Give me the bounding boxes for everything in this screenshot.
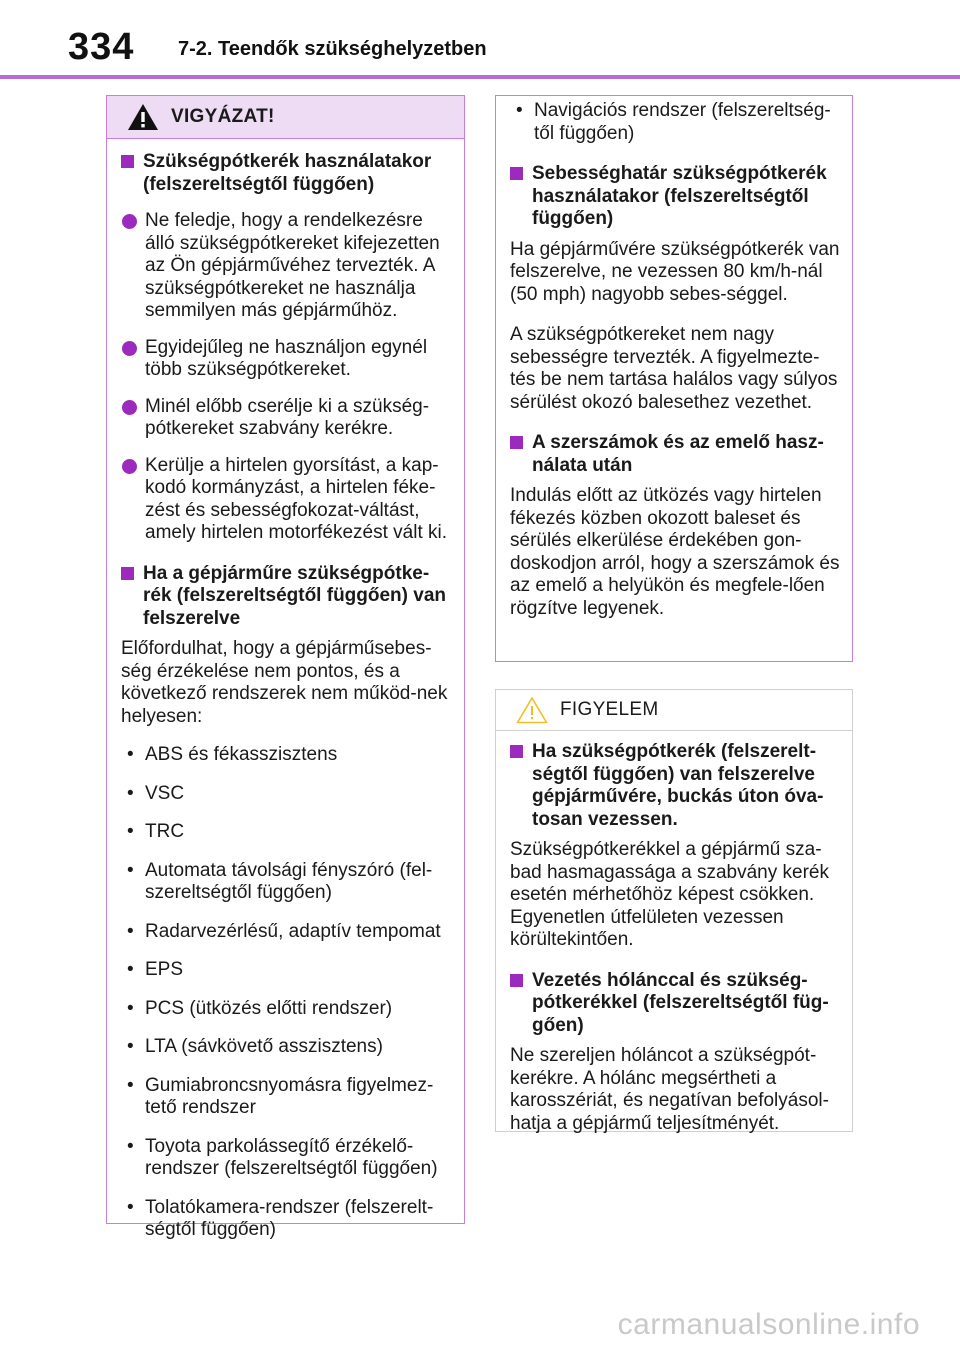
bullet-item: • Automata távolsági fényszóró (fel-szereltségtől függően) xyxy=(121,860,452,905)
notice-box-content xyxy=(496,731,852,1135)
caution-triangle-icon xyxy=(516,696,548,724)
paragraph: Ne szereljen hóláncot a szükségpót-kerékre. A hólánc megsértheti a karosszériát, és negatívan befolyásol-hatja a gépjármű teljesítményét. xyxy=(510,1045,829,1134)
subheading-speed-limit: Sebességhatár szükségpótkerék használatakor (felszereltségtől függően) xyxy=(510,163,840,231)
paragraph: Előfordulhat, hogy a gépjárműsebes-ség érzékelése nem pontos, és a következő rendszerek nem működ-nek helyesen: xyxy=(121,638,448,727)
bullet-item: • EPS xyxy=(121,959,452,982)
warning-box-continued-content xyxy=(496,96,852,620)
bullet-item: • Navigációs rendszer (felszereltség-től függően) xyxy=(510,100,840,145)
warning-box xyxy=(106,95,465,1240)
notice-box xyxy=(495,689,853,1132)
warning-box-continued xyxy=(495,95,853,662)
subheading-spare-tire-installed: Ha a gépjárműre szükségpótke-rék (felszereltségtől függően) van felszerelve xyxy=(121,563,452,631)
bullet-item: • TRC xyxy=(121,821,452,844)
bullet-item: • Gumiabroncsnyomásra figyelmez-tető rendszer xyxy=(121,1075,452,1120)
warning-box-header xyxy=(107,96,464,139)
notice-box-title: FIGYELEM xyxy=(560,699,659,720)
page-header xyxy=(0,0,960,80)
list-item: Minél előbb cserélje ki a szükség-pótkereket szabvány kerékre. xyxy=(121,396,452,441)
list-item: Egyidejűleg ne használjon egynél több szükségpótkereket. xyxy=(121,337,452,382)
bullet-item: • VSC xyxy=(121,783,452,806)
bullet-item: • Radarvezérlésű, adaptív tempomat xyxy=(121,921,452,944)
paragraph: Szükségpótkerékkel a gépjármű sza-bad hasmagassága a szabvány kerék esetén mérhetőhöz képest csökken. Egyenetlen útfelületen vezessen körültekintően. xyxy=(510,839,829,950)
subheading-spare-tire-usage: Szükségpótkerék használatakor (felszereltségtől függően) xyxy=(121,151,452,196)
paragraph: Ha gépjárművére szükségpótkerék van felszerelve, ne vezessen 80 km/h-nál (50 mph) nagyobb sebes-séggel. xyxy=(510,238,840,305)
bullet-item: • ABS és fékasszisztens xyxy=(121,744,452,767)
warning-triangle-icon xyxy=(127,103,159,131)
warning-box-content xyxy=(107,139,464,1242)
subheading-snow-chains: Vezetés hólánccal és szükség-pótkerékkel (felszereltségtől füg-gően) xyxy=(510,970,840,1038)
notice-box-header xyxy=(496,690,852,731)
list-item: Kerülje a hirtelen gyorsítást, a kap-kodó kormányzást, a hirtelen féke-zést és sebességfokozat-váltást, amely hirtelen motorfékezést vált ki. xyxy=(121,455,452,545)
bullet-item: • LTA (sávkövető asszisztens) xyxy=(121,1036,452,1059)
bullet-item: • Toyota parkolássegítő érzékelő-rendszer (felszereltségtől függően) xyxy=(121,1136,452,1181)
warning-box-title: VIGYÁZAT! xyxy=(171,106,275,127)
header-rule xyxy=(0,75,960,79)
paragraph: A szükségpótkereket nem nagy sebességre tervezték. A figyelmezte-tés be nem tartása halálos vagy súlyos sérülést okozó balesethez vezethet. xyxy=(510,324,838,413)
paragraph: Indulás előtt az ütközés vagy hirtelen fékezés közben okozott baleset és sérülés elkerülése érdekében gon-doskodjon arról, hogy a szerszámok és az emelő a helyükön és megfele-lően rögzítve legyenek. xyxy=(510,485,840,619)
bullet-item: • PCS (ütközés előtti rendszer) xyxy=(121,998,452,1021)
bullet-item: • Tolatókamera-rendszer (felszerelt-ségtől függően) xyxy=(121,1197,452,1242)
watermark: carmanualsonline.info xyxy=(617,1308,920,1341)
subheading-tools-and-jack: A szerszámok és az emelő hasz-nálata után xyxy=(510,432,840,477)
subheading-bumpy-road: Ha szükségpótkerék (felszerelt-ségtől függően) van felszerelve gépjárművére, buckás úton óva-tosan vezessen. xyxy=(510,741,840,831)
page-number: 334 xyxy=(68,26,135,68)
list-item: Ne feledje, hogy a rendelkezésre álló szükségpótkereket kifejezetten az Ön gépjárművéhez tervezték. A szükségpótkereket ne használja semmilyen más gépjárműhöz. xyxy=(121,210,452,323)
section-title: 7-2. Teendők szükséghelyzetben xyxy=(178,38,487,60)
